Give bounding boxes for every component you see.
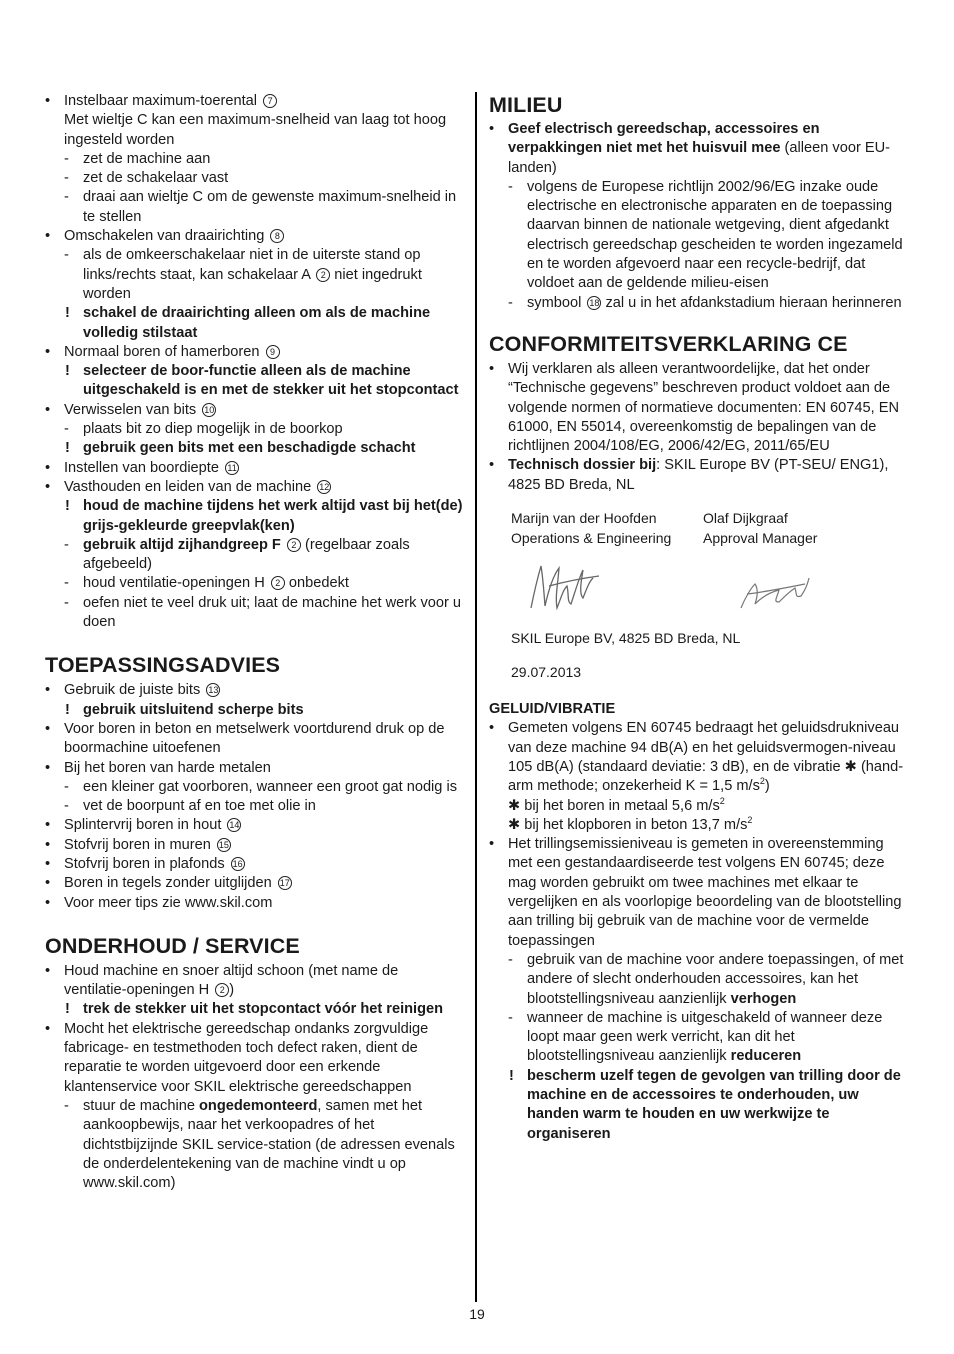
list-item: • Gemeten volgens EN 60745 bedraagt het geluidsdrukniveau van deze machine 94 dB(A) en het geluidsvermogen-niveau 105 dB(A) (standaard deviatie: 3 dB), en de vibratie ✱ (hand-arm methode; onzekerheid K = 1,5 $m/s^2$) [489, 719, 909, 796]
list-item: • Verwisselen van bits 10 [45, 401, 463, 420]
list-item: • Gebruik de juiste bits 13 [45, 681, 463, 700]
sub-item: - zet de machine aan [45, 150, 463, 169]
sub-item: - draai aan wieltje C om de gewenste maximum-snelheid in te stellen [45, 188, 463, 227]
section-heading-onderhoud: ONDERHOUD / SERVICE [45, 933, 300, 958]
signatory-name: Marijn van der Hoofden [511, 510, 657, 527]
ref-number: 2 [271, 576, 285, 590]
ref-number: 2 [316, 268, 330, 282]
warning-item: ! gebruik geen bits met een beschadigde schacht [45, 439, 463, 458]
sub-item: - stuur de machine ongedemonteerd, samen met het aankoopbewijs, naar het verkoopadres of het dichtstbijzijnde SKIL service-station (de adressen evenals de onderdelentekening van de machine vindt u op www.skil.com) [45, 1097, 463, 1193]
signatures [489, 548, 909, 628]
list-item: • Normaal boren of hamerboren 9 [45, 343, 463, 362]
ref-number: 7 [263, 94, 277, 108]
sub-item: - houd ventilatie-openingen H 2 onbedekt [45, 574, 463, 593]
right-column [489, 92, 909, 1144]
list-item: • Splintervrij boren in hout 14 [45, 816, 463, 835]
warning-item: ! gebruik uitsluitend scherpe bits [45, 701, 463, 720]
ref-number: 18 [589, 297, 600, 308]
list-item: • Mocht het elektrische gereedschap ondanks zorgvuldige fabricage- en testmethoden toch defect raken, dient de reparatie te worden uitgevoerd door een erkende klantenservice voor SKIL elektrische gereedschappen [45, 1020, 463, 1097]
sub-item: - zet de schakelaar vast [45, 169, 463, 188]
section-heading-conformiteit: CONFORMITEITSVERKLARING CE [489, 331, 848, 356]
ref-number: 9 [266, 345, 280, 359]
list-item: • Vasthouden en leiden van de machine 12 [45, 478, 463, 497]
vibration-value: ✱ bij het klopboren in beton 13,7 $m/s^2$ [508, 814, 753, 833]
ref-number: 16 [232, 858, 243, 869]
ref-number: 14 [229, 820, 240, 831]
list-item: • Omschakelen van draairichting 8 [45, 227, 463, 246]
section-heading-milieu: MILIEU [489, 93, 563, 117]
list-item: • Bij het boren van harde metalen [45, 759, 463, 778]
sub-item: - als de omkeerschakelaar niet in de uiterste stand op links/rechts staat, kan schakelaar A 2 niet ingedrukt worden [45, 246, 463, 304]
sub-item: - een kleiner gat voorboren, wanneer een groot gat nodig is [45, 778, 463, 797]
ce-mark-icon: CE [817, 331, 848, 356]
warning-item: ! bescherm uzelf tegen de gevolgen van trilling door de machine en de accessoires te onderhouden, uw handen warm te houden en uw werkwijze te organiseren [489, 1067, 909, 1144]
list-item: • Stofvrij boren in muren 15 [45, 836, 463, 855]
sub-item: - vet de boorpunt af en toe met olie in [45, 797, 463, 816]
sub-item: - gebruik altijd zijhandgreep F 2 (regelbaar zoals afgebeeld) [45, 536, 463, 575]
signature-icon [489, 548, 909, 628]
sub-item: - volgens de Europese richtlijn 2002/96/EG inzake oude electrische en electronische apparaten en de toepassing daarvan binnen de nationale wetgeving, dient afgedankt electrisch gereedschap gescheiden te worden ingezameld en te worden afgevoerd naar een recycle-bedrijf, dat voldoet aan de geldende milieu-eisen [489, 178, 909, 294]
ref-number: 13 [208, 685, 219, 696]
sub-item: - symbool 18 zal u in het afdankstadium hieraan herinneren [489, 294, 909, 313]
ref-number: 17 [279, 878, 290, 889]
list-item: • Instelbaar maximum-toerental 7 [45, 92, 463, 111]
sub-item: - oefen niet te veel druk uit; laat de machine het werk voor u doen [45, 594, 463, 633]
ref-number: 15 [218, 839, 229, 850]
list-item: • Voor boren in beton en metselwerk voortdurend druk op de boormachine uitoefenen [45, 720, 463, 759]
item-text: Met wieltje C kan een maximum-snelheid van laag tot hoog ingesteld worden [64, 112, 447, 148]
warning-item: ! selecteer de boor-functie alleen als de machine uitgeschakeld is en met de stekker uit het stopcontact [45, 362, 463, 401]
left-column [45, 92, 463, 1193]
signatories [489, 508, 909, 682]
warning-item: ! schakel de draairichting alleen om als de machine volledig stilstaat [45, 304, 463, 343]
list-item: • Geef electrisch gereedschap, accessoires en verpakkingen niet met het huisvuil mee (alleen voor EU-landen) [489, 120, 909, 178]
list-item: • Boren in tegels zonder uitglijden 17 [45, 874, 463, 893]
list-item: • Voor meer tips zie www.skil.com [45, 894, 463, 913]
list-item: • Technisch dossier bij: SKIL Europe BV (PT-SEU/ ENG1), 4825 BD Breda, NL [489, 456, 909, 495]
list-item: • Houd machine en snoer altijd schoon (met name de ventilatie-openingen H 2 ) [45, 962, 463, 1001]
warning-item: ! houd de machine tijdens het werk altijd vast bij het(de) grijs-gekleurde greepvlak(ken) [45, 497, 463, 536]
ref-number: 12 [319, 481, 330, 492]
list-item: • Het trillingsemissieniveau is gemeten in overeenstemming met een gestandaardiseerde test volgens EN 60745; deze mag worden gebruikt om twee machines met elkaar te vergelijken en als voorlopige beoordeling van de blootstelling aan trilling bij gebruik van de machine voor de vermelde toepassingen [489, 835, 909, 951]
section-heading-toepassingsadvies: TOEPASSINGSADVIES [45, 653, 281, 678]
list-item: • Instellen van boordiepte 11 [45, 459, 463, 478]
sub-item: - gebruik van de machine voor andere toepassingen, of met andere of slecht onderhouden accessoires, kan het blootstellingsniveau aanzienlijk verhogen [489, 951, 909, 1009]
vibration-value: ✱ bij het boren in metaal 5,6 $m/s^2$ [508, 795, 725, 814]
signatory-name: Olaf Dijkgraaf [703, 510, 788, 527]
section-heading-geluid: GELUID/VIBRATIE [489, 701, 616, 718]
ref-number: 10 [204, 404, 215, 415]
page-number: 19 [469, 1306, 485, 1322]
column-divider [475, 92, 477, 1302]
company-address: SKIL Europe BV, 4825 BD Breda, NL [511, 630, 741, 647]
signature-date: 29.07.2013 [511, 664, 582, 681]
sub-item: - plaats bit zo diep mogelijk in de boorkop [45, 420, 463, 439]
ref-number: 2 [215, 983, 229, 997]
ref-number: 11 [225, 461, 239, 475]
ref-number: 2 [287, 538, 301, 552]
list-item: • Stofvrij boren in plafonds 16 [45, 855, 463, 874]
warning-item: ! trek de stekker uit het stopcontact vóór het reinigen [45, 1000, 463, 1019]
ref-number: 8 [270, 229, 284, 243]
signatory-role: Approval Manager [703, 530, 818, 547]
signatory-role: Operations & Engineering [511, 530, 672, 547]
list-item: • Wij verklaren als alleen verantwoordelijke, dat het onder “Technische gegevens” beschreven product voldoet aan de volgende normen of normatieve documenten: EN 60745, EN 61000, EN 55014, overeenkomstig de bepalingen van de richtlijnen 2004/108/EG, 2006/42/EG, 2011/65/EU [489, 360, 909, 456]
sub-item: - wanneer de machine is uitgeschakeld of wanneer deze loopt maar geen werk verricht, kan dit het blootstellingsniveau aanzienlijk reduceren [489, 1009, 909, 1067]
